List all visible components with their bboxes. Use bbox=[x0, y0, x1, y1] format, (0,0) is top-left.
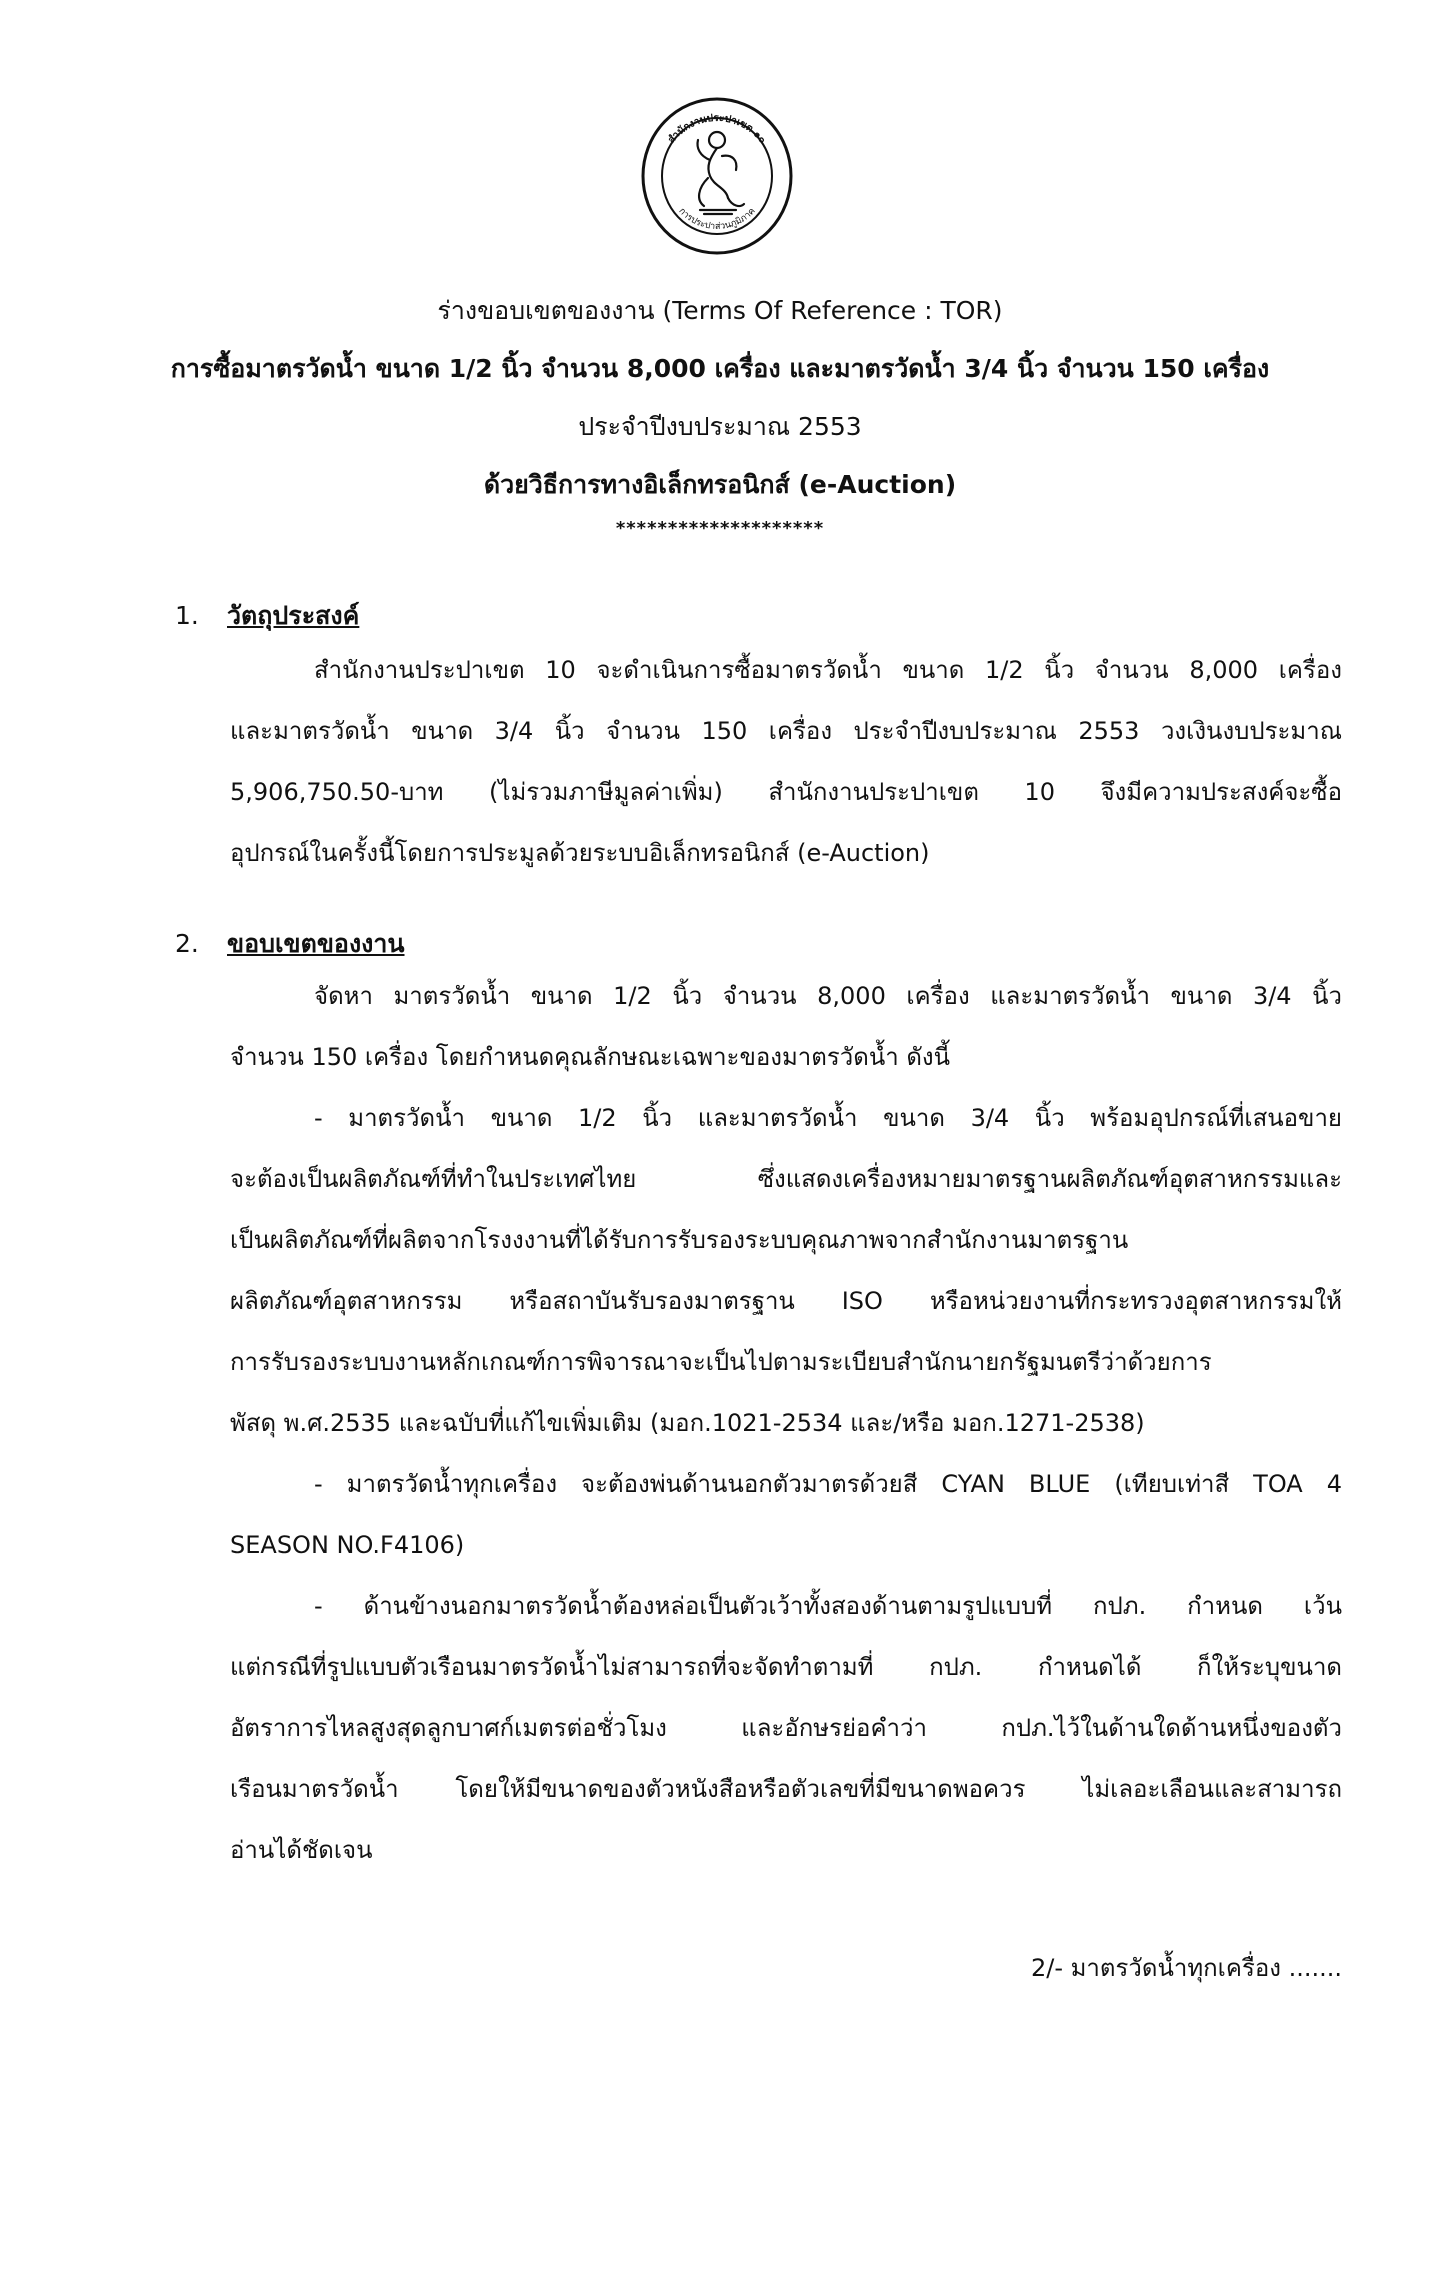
svg-text:การประปาส่วนภูมิภาค: การประปาส่วนภูมิภาค bbox=[676, 206, 758, 232]
paragraph-line: อุปกรณ์ในครั้งนี้โดยการประมูลด้วยระบบอิเล็กทรอนิกส์ (e-Auction) bbox=[230, 839, 930, 867]
paragraph-line: สำนักงานประปาเขต 10 จะดำเนินการซื้อมาตรวัดน้ำ ขนาด 1/2 นิ้ว จำนวน 8,000 เครื่อง bbox=[314, 656, 1342, 684]
paragraph-line: อ่านได้ชัดเจน bbox=[230, 1836, 373, 1864]
section-2-bullet-1 bbox=[230, 1088, 1342, 1454]
paragraph-line: เป็นผลิตภัณฑ์ที่ผลิตจากโรงงงานที่ได้รับการรับรองระบบคุณภาพจากสำนักงานมาตรฐาน bbox=[230, 1226, 1129, 1254]
paragraph-line: อัตราการไหลสูงสุดลูกบาศก์เมตรต่อชั่วโมง และอักษรย่อคำว่า กปภ.ไว้ในด้านใดด้านหนึ่งของตัว bbox=[230, 1714, 1342, 1742]
paragraph-line: 5,906,750.50-บาท (ไม่รวมภาษีมูลค่าเพิ่ม) สำนักงานประปาเขต 10 จึงมีความประสงค์จะซื้อ bbox=[230, 778, 1342, 806]
paragraph-line: และมาตรวัดน้ำ ขนาด 3/4 นิ้ว จำนวน 150 เครื่อง ประจำปีงบประมาณ 2553 วงเงินงบประมาณ bbox=[230, 717, 1342, 745]
paragraph-line: - มาตรวัดน้ำ ขนาด 1/2 นิ้ว และมาตรวัดน้ำ ขนาด 3/4 นิ้ว พร้อมอุปกรณ์ที่เสนอขาย bbox=[314, 1104, 1342, 1132]
paragraph-line: การรับรองระบบงานหลักเกณฑ์การพิจารณาจะเป็นไปตามระเบียบสำนักนายกรัฐมนตรีว่าด้วยการ bbox=[230, 1348, 1212, 1376]
paragraph-line: ผลิตภัณฑ์อุตสาหกรรม หรือสถาบันรับรองมาตรฐาน ISO หรือหน่วยงานที่กระทรวงอุตสาหกรรมให้ bbox=[230, 1287, 1342, 1315]
seal-logo bbox=[640, 96, 794, 256]
paragraph-line: - มาตรวัดน้ำทุกเครื่อง จะต้องพ่นด้านนอกตัวมาตรด้วยสี CYAN BLUE (เทียบเท่าสี TOA 4 bbox=[314, 1470, 1342, 1498]
section-1-title: วัตถุประสงค์ bbox=[227, 601, 360, 630]
title-block bbox=[110, 282, 1330, 544]
paragraph-line: พัสดุ พ.ศ.2535 และฉบับที่แก้ไขเพิ่มเติม (มอก.1021-2534 และ/หรือ มอก.1271-2538) bbox=[230, 1409, 1145, 1437]
section-1-number: 1. bbox=[175, 601, 199, 630]
paragraph-line: แต่กรณีที่รูปแบบตัวเรือนมาตรวัดน้ำไม่สามารถที่จะจัดทำตามที่ กปภ. กำหนดได้ ก็ให้ระบุขนาด bbox=[230, 1653, 1342, 1681]
paragraph-line: - ด้านข้างนอกมาตรวัดน้ำต้องหล่อเป็นตัวเว้าทั้งสองด้านตามรูปแบบที่ กปภ. กำหนด เว้น bbox=[314, 1592, 1342, 1620]
title-line-3: ประจำปีงบประมาณ 2553 bbox=[578, 412, 862, 441]
paragraph-line: SEASON NO.F4106) bbox=[230, 1531, 465, 1559]
page-continuation: 2/- มาตรวัดน้ำทุกเครื่อง ....... bbox=[1030, 1954, 1342, 1982]
section-2-bullet-2 bbox=[230, 1454, 1342, 1576]
section-1-heading bbox=[175, 596, 359, 636]
paragraph-line: จำนวน 150 เครื่อง โดยกำหนดคุณลักษณะเฉพาะของมาตรวัดน้ำ ดังนี้ bbox=[230, 1043, 951, 1071]
paragraph-line: จะต้องเป็นผลิตภัณฑ์ที่ทำในประเทศไทย ซึ่งแสดงเครื่องหมายมาตรฐานผลิตภัณฑ์อุตสาหกรรมและ bbox=[230, 1165, 1342, 1193]
paragraph-line: จัดหา มาตรวัดน้ำ ขนาด 1/2 นิ้ว จำนวน 8,000 เครื่อง และมาตรวัดน้ำ ขนาด 3/4 นิ้ว bbox=[314, 982, 1342, 1010]
section-2-heading bbox=[175, 924, 405, 964]
section-1-paragraph bbox=[230, 640, 1342, 884]
title-separator: ******************** bbox=[615, 518, 825, 539]
paragraph-line: เรือนมาตรวัดน้ำ โดยให้มีขนาดของตัวหนังสือหรือตัวเลขที่มีขนาดพอควร ไม่เลอะเลือนและสามารถ bbox=[230, 1775, 1342, 1803]
svg-text:สำนักงานประปาเขต ๑๐: สำนักงานประปาเขต ๑๐ bbox=[666, 112, 768, 146]
section-2-title: ขอบเขตของงาน bbox=[227, 929, 405, 958]
section-2-intro bbox=[230, 966, 1342, 1088]
title-line-2: การซื้อมาตรวัดน้ำ ขนาด 1/2 นิ้ว จำนวน 8,000 เครื่อง และมาตรวัดน้ำ 3/4 นิ้ว จำนวน 150 เครื่อง bbox=[170, 354, 1270, 383]
title-line-4: ด้วยวิธีการทางอิเล็กทรอนิกส์ (e-Auction) bbox=[483, 470, 957, 499]
section-2-bullet-3 bbox=[230, 1576, 1342, 1881]
section-2-number: 2. bbox=[175, 929, 199, 958]
title-line-1: ร่างขอบเขตของงาน (Terms Of Reference : TOR) bbox=[437, 296, 1003, 325]
